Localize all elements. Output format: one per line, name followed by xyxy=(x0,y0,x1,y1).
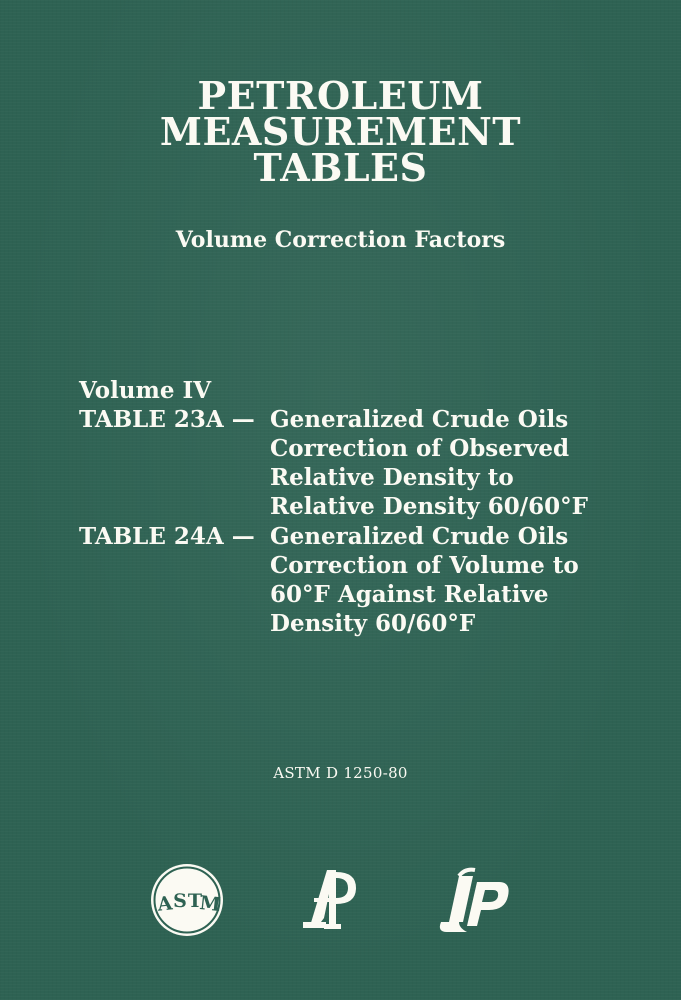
volume-label: Volume IV xyxy=(79,377,212,404)
table-label-23a: TABLE 23A — xyxy=(79,406,255,433)
subtitle: Volume Correction Factors xyxy=(175,227,506,253)
table-23a-line-3: Relative Density to xyxy=(270,464,514,491)
table-description-23a xyxy=(270,405,588,521)
api-logo-icon xyxy=(296,860,366,940)
svg-text:T: T xyxy=(187,890,203,912)
title-line-3: TABLES xyxy=(253,145,428,190)
table-23a-line-4: Relative Density 60/60°F xyxy=(270,493,588,520)
astm-logo-icon xyxy=(147,860,227,940)
title-line-1: PETROLEUM xyxy=(197,73,484,118)
astm-designation: ASTM D 1250-80 xyxy=(273,764,408,782)
title-line-2: MEASUREMENT xyxy=(159,109,522,154)
svg-text:M: M xyxy=(198,891,222,917)
table-24a-line-3: 60°F Against Relative xyxy=(270,581,549,608)
ip-logo-icon xyxy=(433,860,513,940)
table-description-24a xyxy=(270,522,579,638)
svg-text:S: S xyxy=(173,890,187,912)
svg-text:A: A xyxy=(156,892,174,916)
table-23a-line-2: Correction of Observed xyxy=(270,435,570,462)
table-23a-line-1: Generalized Crude Oils xyxy=(270,406,569,433)
table-label-24a: TABLE 24A — xyxy=(79,523,255,550)
title-block xyxy=(0,73,681,190)
table-24a-line-2: Correction of Volume to xyxy=(270,552,579,579)
table-24a-line-4: Density 60/60°F xyxy=(270,610,476,637)
table-24a-line-1: Generalized Crude Oils xyxy=(270,523,569,550)
